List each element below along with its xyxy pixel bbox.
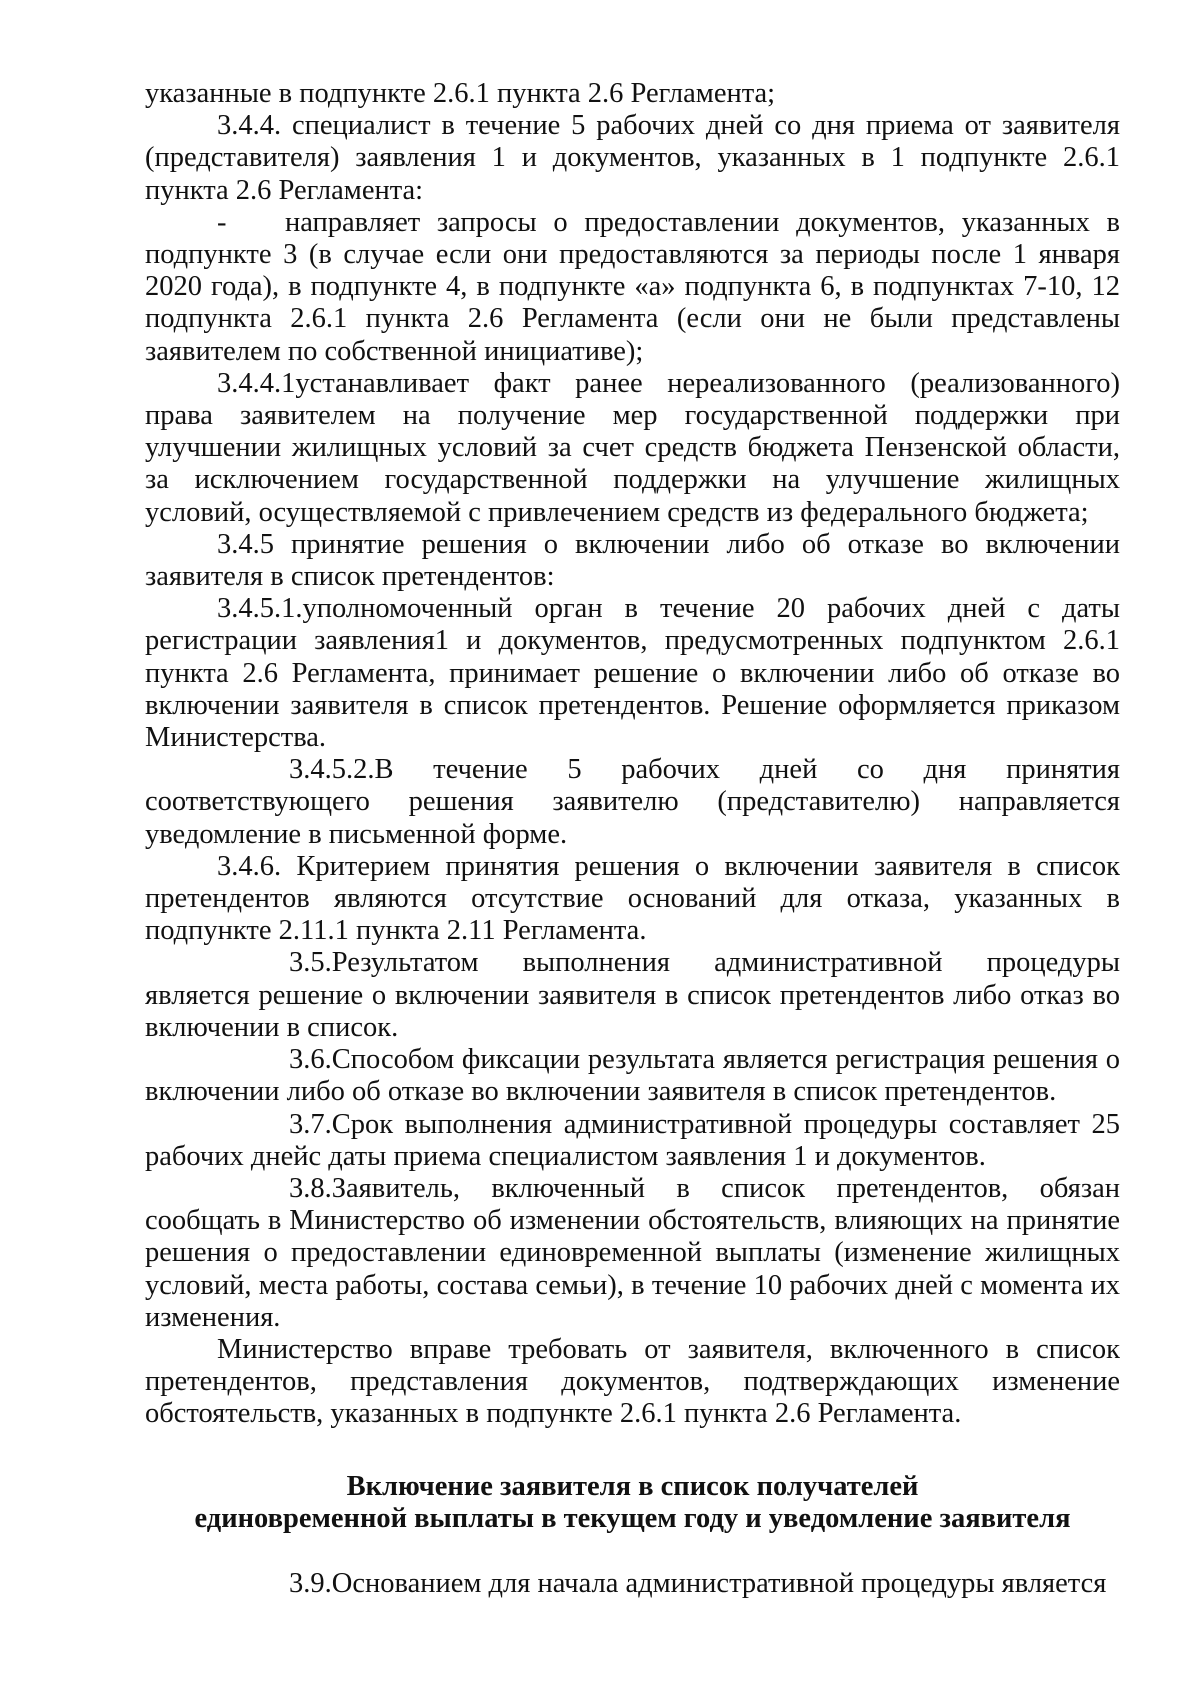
clause-number: 3.6. bbox=[289, 1044, 332, 1076]
section-heading bbox=[145, 1471, 1120, 1535]
clause-text: Заявитель, включенный в список претендентов, обязан сообщать в Министерство об изменении обстоятельств, влияющих на принятие решения о предоставлении единовременной выплаты (изменение жилищных условий, места работы, состава семьи), в течение 10 рабочих дней с момента их изменения. bbox=[145, 1172, 1120, 1333]
paragraph-3-4-5: 3.4.5 принятие решения о включении либо об отказе во включении заявителя в список претендентов: bbox=[145, 528, 1120, 593]
clause-number: 3.8. bbox=[289, 1172, 332, 1204]
clause-number: 3.9. bbox=[289, 1567, 332, 1599]
paragraph-3-4-5-1: 3.4.5.1.уполномоченный орган в течение 20 рабочих дней с даты регистрации заявления1 и документов, предусмотренных подпунктом 2.6.1 пункта 2.6 Регламента, принимает решение о включении либо об отказе во включении заявителя в список претендентов. Решение оформляется приказом Министерства. bbox=[145, 593, 1120, 754]
paragraph-3-4-5-2 bbox=[145, 754, 1120, 851]
clause-text: Срок выполнения административной процедуры составляет 25 рабочих днейс даты приема специалистом заявления 1 и документов. bbox=[145, 1108, 1120, 1172]
paragraph-dash-requests-text: направляет запросы о предоставлении документов, указанных в подпункте 3 (в случае если они предоставляются за периоды после 1 января 2020 года), в подпункте 4, в подпункте «а» подпункта 6, в подпунктах 7-10, 12 подпункта 2.6.1 пункта 2.6 Регламента (если они не были представлены заявителем по собственной инициативе); bbox=[145, 206, 1120, 367]
clause-number: 3.4.6. bbox=[217, 850, 282, 882]
paragraph-3-5 bbox=[145, 947, 1120, 1044]
clause-number: 3.7. bbox=[289, 1108, 332, 1140]
clause-text: Основанием для начала административной процедуры является bbox=[331, 1567, 1107, 1599]
paragraph-3-4-6 bbox=[145, 851, 1120, 948]
list-dash-marker: - bbox=[217, 206, 227, 238]
clause-text: Способом фиксации результата является регистрация решения о включении либо об отказе во включении заявителя в список претендентов. bbox=[145, 1044, 1120, 1108]
clause-number: 3.5. bbox=[289, 947, 332, 979]
clause-text: Результатом выполнения административной процедуры является решение о включении заявителя в список претендентов либо отказ во включении в список. bbox=[145, 947, 1120, 1043]
paragraph-ministry-rights: Министерство вправе требовать от заявителя, включенного в список претендентов, представления документов, подтверждающих изменение обстоятельств, указанных в подпункте 2.6.1 пункта 2.6 Регламента. bbox=[145, 1333, 1120, 1430]
document-page bbox=[145, 78, 1120, 1600]
paragraph-3-6 bbox=[145, 1044, 1120, 1108]
paragraph-3-8 bbox=[145, 1173, 1120, 1334]
clause-text: Критерием принятия решения о включении заявителя в список претендентов являются отсутствие оснований для отказа, указанных в подпункте 2.11.1 пункта 2.11 Регламента. bbox=[145, 850, 1120, 947]
paragraph-3-4-4-1: 3.4.4.1устанавливает факт ранее нереализованного (реализованного) права заявителем на получение мер государственной поддержки при улучшении жилищных условий за счет средств бюджета Пензенской области, за исключением государственной поддержки на улучшение жилищных условий, осуществляемой с привлечением средств из федерального бюджета; bbox=[145, 367, 1120, 528]
paragraph-dash-requests bbox=[145, 207, 1120, 368]
heading-spacer bbox=[145, 1535, 1120, 1568]
clause-text: В течение 5 рабочих дней со дня принятия соответствующего решения заявителю (представителю) направляется уведомление в письменной форме. bbox=[145, 754, 1120, 850]
section-heading-line-1: Включение заявителя в список получателей bbox=[346, 1470, 919, 1502]
paragraph-regulation-reference: указанные в подпункте 2.6.1 пункта 2.6 Регламента; bbox=[145, 78, 776, 109]
clause-number: 3.4.5.2. bbox=[289, 754, 375, 786]
paragraph-3-7 bbox=[145, 1109, 1120, 1173]
paragraph-3-4-4: 3.4.4. специалист в течение 5 рабочих дней со дня приема от заявителя (представителя) заявления 1 и документов, указанных в 1 подпункте 2.6.1 пункта 2.6 Регламента: bbox=[145, 110, 1120, 206]
paragraph-3-9 bbox=[145, 1568, 1120, 1600]
section-heading-line-2: единовременной выплаты в текущем году и уведомление заявителя bbox=[194, 1502, 1071, 1534]
